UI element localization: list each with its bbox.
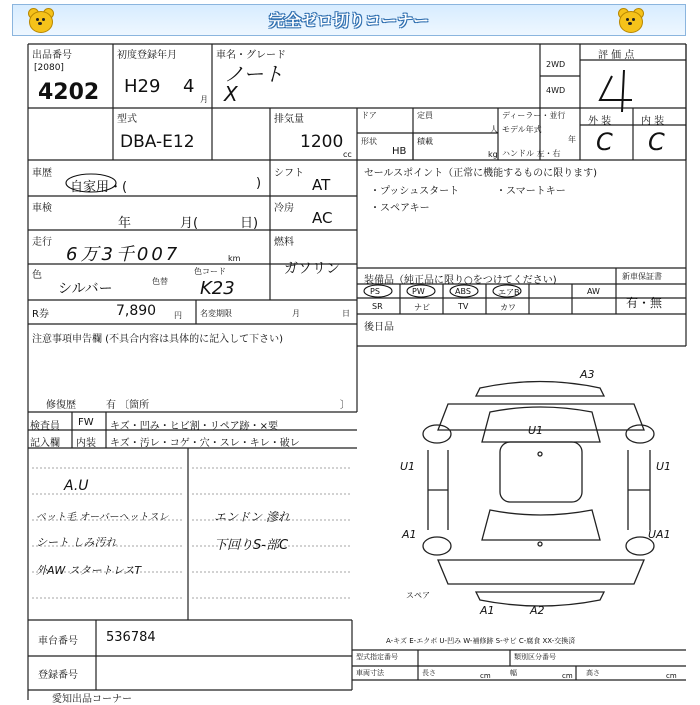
int-label: 内装 [76,438,96,449]
warranty-value: 有・無 [626,296,663,310]
recycle-label: R券 [32,309,49,320]
mark-u1-left: U1 [400,460,416,473]
history-value: 自家用・( [70,180,128,195]
reg-label: 登録番号 [38,670,78,681]
first-reg-month: 4 [183,76,195,97]
int-items: キズ・汚レ・コゲ・穴・スレ・キレ・破レ [110,438,300,449]
displacement-value: 1200 [300,132,344,152]
name-change-day: 日 [342,309,350,318]
drive-2wd: 2WD [546,60,566,69]
width-sub: 幅 [510,669,517,677]
name-change-label: 名変期限 [200,309,232,318]
grade: X [224,82,238,106]
history-label: 車歴 [32,168,52,179]
mileage-label: 走行 [32,237,52,248]
length-sub: 長さ [422,669,436,677]
year-unit: 年 [568,135,576,144]
handle-label: ハンドル 左・右 [502,149,561,158]
door-label: ドア [361,111,377,120]
equip-abs: ABS [455,287,471,296]
model-label: 車名・グレード [216,50,286,61]
page-title: 完全ゼロ切りコーナー [268,11,429,30]
cc-unit: cc [343,150,352,159]
mileage-unit: km [228,254,241,263]
mark-u1-right: U1 [656,460,672,473]
shift-label: シフト [274,168,304,179]
car-diagram [423,382,654,607]
model-name: ノート [224,62,284,86]
color-value: シルバー [58,281,113,297]
note-3: シート しみ汚れ [36,536,117,549]
dealer-label: ディーラー・並行 [502,111,566,120]
cat-label: 類別区分番号 [514,653,556,661]
mark-a1-left: A1 [402,528,417,541]
fuel-label: 燃料 [274,237,294,248]
damage-legend: A-キズ E-エクボ U-凹み W-補修跡 S-サビ C-腐食 XX-交換済 [386,637,576,645]
sales-label: セールスポイント（正常に機能するものに限ります) [364,168,598,179]
cm-unit-3: cm [666,672,677,680]
inspection-day: 日) [240,216,259,231]
model-year-label: モデル年式 [502,125,542,134]
yen-unit: 円 [174,311,182,320]
spare-label: スペア [406,591,430,600]
equip-aw: AW [587,287,600,296]
mark-u1-roof: U1 [528,424,544,437]
mileage-value: 6万3千007 [66,244,181,265]
equip-leather: カワ [500,303,516,312]
length-label: 車両寸法 [356,669,384,677]
score-handwriting [600,70,632,112]
note-6: 下回りS-部C [214,538,289,553]
repair-label: 修復歴 [46,400,76,411]
first-reg-label: 初度登録年月 [117,50,177,61]
mark-a1-rear: A1 [480,604,495,617]
load-label: 積載 [417,137,433,146]
shape-value: HB [392,146,407,157]
score-label: 評 価 点 [598,50,635,61]
capacity-label: 定員 [417,111,433,120]
equip-airbag: エアB [498,288,520,297]
load-unit: kg [488,150,498,159]
inspection-label: 車検 [32,203,52,214]
inspector-label1: 検査員 [30,421,60,432]
notes-label: 注意事項申告欄 (不具合内容は具体的に記入して下さい) [32,334,283,345]
mark-ua1: UA1 [648,528,671,541]
lot-sub: [2080] [34,63,64,73]
exterior-label: 外 装 [588,116,612,127]
post-label: 後日品 [364,322,394,333]
repair-close: 〕 [340,400,350,411]
equip-label: 装備品（純正品に限り○をつけてください) [364,275,557,286]
form-label: 型式指定番号 [356,653,398,661]
equip-navi: ナビ [414,303,430,312]
ac-label: 冷房 [274,203,294,214]
first-reg-year: H29 [124,76,161,97]
type-label: 型式 [117,114,137,125]
sales-point-1: ・プッシュスタート [370,186,460,197]
type-value: DBA-E12 [120,132,195,152]
cm-unit-1: cm [480,672,491,680]
color-label: 色 [32,270,42,281]
score-value [660,80,661,81]
drive-4wd: 4WD [546,86,566,95]
equip-sr: SR [372,302,383,311]
capacity-unit: 人 [490,125,498,134]
note-2: ペット毛 オーバーヘットスレ [36,512,169,523]
color-change-label: 色替 [152,277,168,286]
shape-label: 形状 [361,137,377,146]
cm-unit-2: cm [562,672,573,680]
month-unit: 月 [200,95,208,104]
inspector-label2: 記入欄 [30,438,60,449]
equip-pw: PW [412,287,425,296]
color-code-label: 色コード [194,267,226,276]
shift-value: AT [312,176,331,194]
recycle-value: 7,890 [116,303,157,319]
inspection-year: 年 [118,216,132,231]
note-1: A.U [64,478,89,494]
interior-label: 内 装 [641,116,665,127]
sales-point-2: ・スマートキー [496,186,566,197]
displacement-label: 排気量 [274,114,304,125]
inspection-month: 月( [180,216,199,231]
mark-a3: A3 [580,368,595,381]
mark-a2: A2 [530,604,545,617]
lot-label: 出品番号 [32,50,72,61]
sales-point-3: ・スペアキー [370,203,430,214]
equip-ps: PS [370,287,380,296]
note-5: エンドン 滲れ [214,510,290,524]
fw-items: キズ・凹み・ヒビ割・リペア跡・×要 [110,421,278,432]
warranty-label: 新車保証書 [622,272,662,281]
name-change-month: 月 [292,309,300,318]
color-code: K23 [200,278,235,299]
interior-grade: C [648,128,665,156]
ac-value: AC [312,209,333,227]
history-close: ) [256,176,262,191]
note-4: 外AW スタートレスT [36,564,142,577]
lot-number: 4202 [38,80,100,105]
chassis-value: 536784 [106,630,156,645]
chassis-label: 車台番号 [38,636,78,647]
equip-tv: TV [458,302,469,311]
exterior-grade: C [596,128,613,156]
repair-value: 有 〔箇所 [106,400,150,411]
fw-label: FW [78,417,94,428]
footer-text: 愛知出品コーナー [52,694,132,705]
height-sub: 高さ [586,669,600,677]
fuel-value: ガソリン [284,261,340,277]
